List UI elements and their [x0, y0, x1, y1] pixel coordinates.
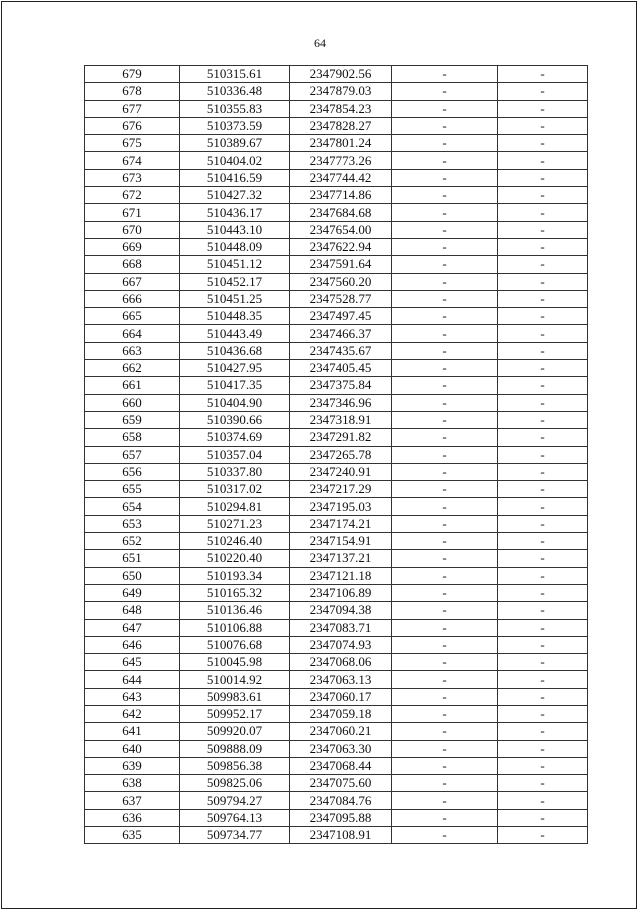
dash-cell: -: [498, 757, 588, 774]
dash-cell: -: [498, 204, 588, 221]
x-coordinate-cell: 509794.27: [180, 792, 290, 809]
dash-cell: -: [392, 273, 498, 290]
point-number-cell: 646: [85, 636, 180, 653]
x-coordinate-cell: 510317.02: [180, 481, 290, 498]
dash-cell: -: [498, 256, 588, 273]
dash-cell: -: [498, 221, 588, 238]
dash-cell: -: [498, 481, 588, 498]
x-coordinate-cell: 509734.77: [180, 827, 290, 844]
dash-cell: -: [392, 740, 498, 757]
y-coordinate-cell: 2347068.06: [290, 654, 392, 671]
dash-cell: -: [498, 342, 588, 359]
table-row: [85, 809, 588, 826]
y-coordinate-cell: 2347094.38: [290, 602, 392, 619]
y-coordinate-cell: 2347528.77: [290, 290, 392, 307]
dash-cell: -: [392, 584, 498, 601]
dash-cell: -: [498, 273, 588, 290]
table-row: [85, 636, 588, 653]
point-number-cell: 642: [85, 705, 180, 722]
table-row: [85, 256, 588, 273]
dash-cell: -: [498, 705, 588, 722]
dash-cell: -: [498, 446, 588, 463]
x-coordinate-cell: 510417.35: [180, 377, 290, 394]
dash-cell: -: [498, 66, 588, 83]
table-row: [85, 273, 588, 290]
x-coordinate-cell: 510294.81: [180, 498, 290, 515]
table-row: [85, 446, 588, 463]
table-row: [85, 619, 588, 636]
dash-cell: -: [392, 66, 498, 83]
dash-cell: -: [498, 619, 588, 636]
y-coordinate-cell: 2347346.96: [290, 394, 392, 411]
y-coordinate-cell: 2347060.21: [290, 723, 392, 740]
table-row: [85, 394, 588, 411]
point-number-cell: 654: [85, 498, 180, 515]
point-number-cell: 637: [85, 792, 180, 809]
point-number-cell: 664: [85, 325, 180, 342]
table-row: [85, 411, 588, 428]
x-coordinate-cell: 510451.25: [180, 290, 290, 307]
y-coordinate-cell: 2347375.84: [290, 377, 392, 394]
y-coordinate-cell: 2347137.21: [290, 550, 392, 567]
y-coordinate-cell: 2347095.88: [290, 809, 392, 826]
table-row: [85, 342, 588, 359]
point-number-cell: 674: [85, 152, 180, 169]
point-number-cell: 641: [85, 723, 180, 740]
point-number-cell: 663: [85, 342, 180, 359]
y-coordinate-cell: 2347174.21: [290, 515, 392, 532]
point-number-cell: 656: [85, 463, 180, 480]
point-number-cell: 679: [85, 66, 180, 83]
dash-cell: -: [498, 550, 588, 567]
dash-cell: -: [498, 411, 588, 428]
dash-cell: -: [392, 308, 498, 325]
dash-cell: -: [392, 619, 498, 636]
point-number-cell: 639: [85, 757, 180, 774]
x-coordinate-cell: 510389.67: [180, 135, 290, 152]
point-number-cell: 647: [85, 619, 180, 636]
y-coordinate-cell: 2347405.45: [290, 360, 392, 377]
dash-cell: -: [392, 169, 498, 186]
table-row: [85, 757, 588, 774]
x-coordinate-cell: 509764.13: [180, 809, 290, 826]
dash-cell: -: [392, 757, 498, 774]
x-coordinate-cell: 510246.40: [180, 533, 290, 550]
dash-cell: -: [392, 446, 498, 463]
point-number-cell: 653: [85, 515, 180, 532]
y-coordinate-cell: 2347060.17: [290, 688, 392, 705]
dash-cell: -: [392, 256, 498, 273]
y-coordinate-cell: 2347497.45: [290, 308, 392, 325]
dash-cell: -: [498, 169, 588, 186]
x-coordinate-cell: 509888.09: [180, 740, 290, 757]
point-number-cell: 671: [85, 204, 180, 221]
dash-cell: -: [392, 135, 498, 152]
dash-cell: -: [392, 83, 498, 100]
dash-cell: -: [498, 809, 588, 826]
y-coordinate-cell: 2347684.68: [290, 204, 392, 221]
x-coordinate-cell: 510014.92: [180, 671, 290, 688]
dash-cell: -: [498, 740, 588, 757]
table-row: [85, 204, 588, 221]
dash-cell: -: [392, 463, 498, 480]
dash-cell: -: [392, 290, 498, 307]
dash-cell: -: [392, 688, 498, 705]
y-coordinate-cell: 2347560.20: [290, 273, 392, 290]
table-row: [85, 705, 588, 722]
dash-cell: -: [392, 221, 498, 238]
y-coordinate-cell: 2347591.64: [290, 256, 392, 273]
table-row: [85, 100, 588, 117]
table-row: [85, 481, 588, 498]
dash-cell: -: [498, 723, 588, 740]
x-coordinate-cell: 509920.07: [180, 723, 290, 740]
dash-cell: -: [392, 204, 498, 221]
table-row: [85, 152, 588, 169]
dash-cell: -: [392, 342, 498, 359]
x-coordinate-cell: 509825.06: [180, 775, 290, 792]
y-coordinate-cell: 2347240.91: [290, 463, 392, 480]
dash-cell: -: [498, 135, 588, 152]
y-coordinate-cell: 2347654.00: [290, 221, 392, 238]
y-coordinate-cell: 2347108.91: [290, 827, 392, 844]
dash-cell: -: [392, 775, 498, 792]
dash-cell: -: [392, 636, 498, 653]
point-number-cell: 661: [85, 377, 180, 394]
y-coordinate-cell: 2347622.94: [290, 238, 392, 255]
y-coordinate-cell: 2347121.18: [290, 567, 392, 584]
point-number-cell: 657: [85, 446, 180, 463]
x-coordinate-cell: 510452.17: [180, 273, 290, 290]
y-coordinate-cell: 2347744.42: [290, 169, 392, 186]
dash-cell: -: [498, 775, 588, 792]
dash-cell: -: [392, 550, 498, 567]
y-coordinate-cell: 2347074.93: [290, 636, 392, 653]
y-coordinate-cell: 2347106.89: [290, 584, 392, 601]
x-coordinate-cell: 510271.23: [180, 515, 290, 532]
point-number-cell: 665: [85, 308, 180, 325]
table-row: [85, 169, 588, 186]
x-coordinate-cell: 509856.38: [180, 757, 290, 774]
dash-cell: -: [392, 792, 498, 809]
table-row: [85, 827, 588, 844]
point-number-cell: 670: [85, 221, 180, 238]
x-coordinate-cell: 510373.59: [180, 117, 290, 134]
x-coordinate-cell: 510390.66: [180, 411, 290, 428]
point-number-cell: 676: [85, 117, 180, 134]
dash-cell: -: [392, 533, 498, 550]
dash-cell: -: [392, 809, 498, 826]
dash-cell: -: [392, 705, 498, 722]
dash-cell: -: [498, 602, 588, 619]
x-coordinate-cell: 510076.68: [180, 636, 290, 653]
dash-cell: -: [498, 238, 588, 255]
x-coordinate-cell: 510336.48: [180, 83, 290, 100]
y-coordinate-cell: 2347466.37: [290, 325, 392, 342]
table-row: [85, 498, 588, 515]
table-row: [85, 688, 588, 705]
dash-cell: -: [498, 117, 588, 134]
dash-cell: -: [392, 671, 498, 688]
point-number-cell: 668: [85, 256, 180, 273]
y-coordinate-cell: 2347902.56: [290, 66, 392, 83]
x-coordinate-cell: 509983.61: [180, 688, 290, 705]
y-coordinate-cell: 2347291.82: [290, 429, 392, 446]
point-number-cell: 662: [85, 360, 180, 377]
dash-cell: -: [498, 100, 588, 117]
table-row: [85, 187, 588, 204]
x-coordinate-cell: 510045.98: [180, 654, 290, 671]
table-row: [85, 775, 588, 792]
table-row: [85, 83, 588, 100]
dash-cell: -: [498, 308, 588, 325]
point-number-cell: 652: [85, 533, 180, 550]
dash-cell: -: [498, 654, 588, 671]
point-number-cell: 672: [85, 187, 180, 204]
y-coordinate-cell: 2347075.60: [290, 775, 392, 792]
table-row: [85, 290, 588, 307]
y-coordinate-cell: 2347063.30: [290, 740, 392, 757]
dash-cell: -: [392, 515, 498, 532]
table-row: [85, 671, 588, 688]
x-coordinate-cell: 510193.34: [180, 567, 290, 584]
x-coordinate-cell: 510443.10: [180, 221, 290, 238]
x-coordinate-cell: 510165.32: [180, 584, 290, 601]
dash-cell: -: [498, 827, 588, 844]
point-number-cell: 651: [85, 550, 180, 567]
x-coordinate-cell: 510427.32: [180, 187, 290, 204]
x-coordinate-cell: 510436.17: [180, 204, 290, 221]
point-number-cell: 666: [85, 290, 180, 307]
x-coordinate-cell: 510404.90: [180, 394, 290, 411]
dash-cell: -: [392, 360, 498, 377]
dash-cell: -: [392, 827, 498, 844]
dash-cell: -: [392, 723, 498, 740]
y-coordinate-cell: 2347773.26: [290, 152, 392, 169]
y-coordinate-cell: 2347854.23: [290, 100, 392, 117]
x-coordinate-cell: 510416.59: [180, 169, 290, 186]
dash-cell: -: [392, 481, 498, 498]
y-coordinate-cell: 2347217.29: [290, 481, 392, 498]
dash-cell: -: [498, 152, 588, 169]
x-coordinate-cell: 510357.04: [180, 446, 290, 463]
dash-cell: -: [392, 411, 498, 428]
dash-cell: -: [498, 533, 588, 550]
point-number-cell: 638: [85, 775, 180, 792]
y-coordinate-cell: 2347714.86: [290, 187, 392, 204]
table-row: [85, 602, 588, 619]
dash-cell: -: [498, 290, 588, 307]
table-row: [85, 654, 588, 671]
dash-cell: -: [498, 83, 588, 100]
point-number-cell: 678: [85, 83, 180, 100]
point-number-cell: 636: [85, 809, 180, 826]
table-row: [85, 463, 588, 480]
y-coordinate-cell: 2347084.76: [290, 792, 392, 809]
dash-cell: -: [392, 394, 498, 411]
point-number-cell: 643: [85, 688, 180, 705]
point-number-cell: 650: [85, 567, 180, 584]
point-number-cell: 635: [85, 827, 180, 844]
dash-cell: -: [498, 792, 588, 809]
y-coordinate-cell: 2347265.78: [290, 446, 392, 463]
table-row: [85, 792, 588, 809]
table-row: [85, 135, 588, 152]
table-row: [85, 567, 588, 584]
table-row: [85, 377, 588, 394]
dash-cell: -: [392, 117, 498, 134]
table-row: [85, 238, 588, 255]
point-number-cell: 675: [85, 135, 180, 152]
table-row: [85, 584, 588, 601]
page-number: 64: [314, 36, 326, 50]
dash-cell: -: [392, 602, 498, 619]
x-coordinate-cell: 510315.61: [180, 66, 290, 83]
point-number-cell: 677: [85, 100, 180, 117]
x-coordinate-cell: 510337.80: [180, 463, 290, 480]
point-number-cell: 667: [85, 273, 180, 290]
point-number-cell: 660: [85, 394, 180, 411]
y-coordinate-cell: 2347879.03: [290, 83, 392, 100]
x-coordinate-cell: 510355.83: [180, 100, 290, 117]
y-coordinate-cell: 2347435.67: [290, 342, 392, 359]
dash-cell: -: [392, 152, 498, 169]
dash-cell: -: [392, 498, 498, 515]
x-coordinate-cell: 510443.49: [180, 325, 290, 342]
table-row: [85, 66, 588, 83]
table-body: [85, 66, 588, 844]
table-row: [85, 308, 588, 325]
dash-cell: -: [498, 463, 588, 480]
dash-cell: -: [498, 584, 588, 601]
x-coordinate-cell: 510436.68: [180, 342, 290, 359]
dash-cell: -: [392, 100, 498, 117]
point-number-cell: 669: [85, 238, 180, 255]
y-coordinate-cell: 2347801.24: [290, 135, 392, 152]
x-coordinate-cell: 510136.46: [180, 602, 290, 619]
x-coordinate-cell: 510427.95: [180, 360, 290, 377]
y-coordinate-cell: 2347063.13: [290, 671, 392, 688]
point-number-cell: 655: [85, 481, 180, 498]
dash-cell: -: [498, 567, 588, 584]
x-coordinate-cell: 510220.40: [180, 550, 290, 567]
point-number-cell: 658: [85, 429, 180, 446]
x-coordinate-cell: 510374.69: [180, 429, 290, 446]
dash-cell: -: [498, 394, 588, 411]
dash-cell: -: [392, 238, 498, 255]
dash-cell: -: [392, 429, 498, 446]
x-coordinate-cell: 510106.88: [180, 619, 290, 636]
point-number-cell: 648: [85, 602, 180, 619]
table-row: [85, 117, 588, 134]
x-coordinate-cell: 510451.12: [180, 256, 290, 273]
dash-cell: -: [498, 671, 588, 688]
dash-cell: -: [498, 360, 588, 377]
dash-cell: -: [498, 636, 588, 653]
table-row: [85, 550, 588, 567]
point-number-cell: 659: [85, 411, 180, 428]
point-number-cell: 645: [85, 654, 180, 671]
table-row: [85, 723, 588, 740]
point-number-cell: 649: [85, 584, 180, 601]
dash-cell: -: [392, 377, 498, 394]
dash-cell: -: [498, 429, 588, 446]
table-row: [85, 740, 588, 757]
table-row: [85, 533, 588, 550]
point-number-cell: 640: [85, 740, 180, 757]
x-coordinate-cell: 510448.09: [180, 238, 290, 255]
dash-cell: -: [498, 377, 588, 394]
dash-cell: -: [392, 187, 498, 204]
table-row: [85, 325, 588, 342]
table-row: [85, 221, 588, 238]
dash-cell: -: [498, 498, 588, 515]
y-coordinate-cell: 2347068.44: [290, 757, 392, 774]
table-row: [85, 360, 588, 377]
table-row: [85, 429, 588, 446]
y-coordinate-cell: 2347828.27: [290, 117, 392, 134]
x-coordinate-cell: 510404.02: [180, 152, 290, 169]
y-coordinate-cell: 2347318.91: [290, 411, 392, 428]
dash-cell: -: [392, 567, 498, 584]
dash-cell: -: [498, 187, 588, 204]
coordinates-table: [84, 65, 588, 844]
x-coordinate-cell: 510448.35: [180, 308, 290, 325]
dash-cell: -: [498, 688, 588, 705]
dash-cell: -: [392, 325, 498, 342]
table-row: [85, 515, 588, 532]
dash-cell: -: [392, 654, 498, 671]
x-coordinate-cell: 509952.17: [180, 705, 290, 722]
point-number-cell: 673: [85, 169, 180, 186]
y-coordinate-cell: 2347083.71: [290, 619, 392, 636]
dash-cell: -: [498, 515, 588, 532]
y-coordinate-cell: 2347195.03: [290, 498, 392, 515]
dash-cell: -: [498, 325, 588, 342]
y-coordinate-cell: 2347154.91: [290, 533, 392, 550]
point-number-cell: 644: [85, 671, 180, 688]
y-coordinate-cell: 2347059.18: [290, 705, 392, 722]
